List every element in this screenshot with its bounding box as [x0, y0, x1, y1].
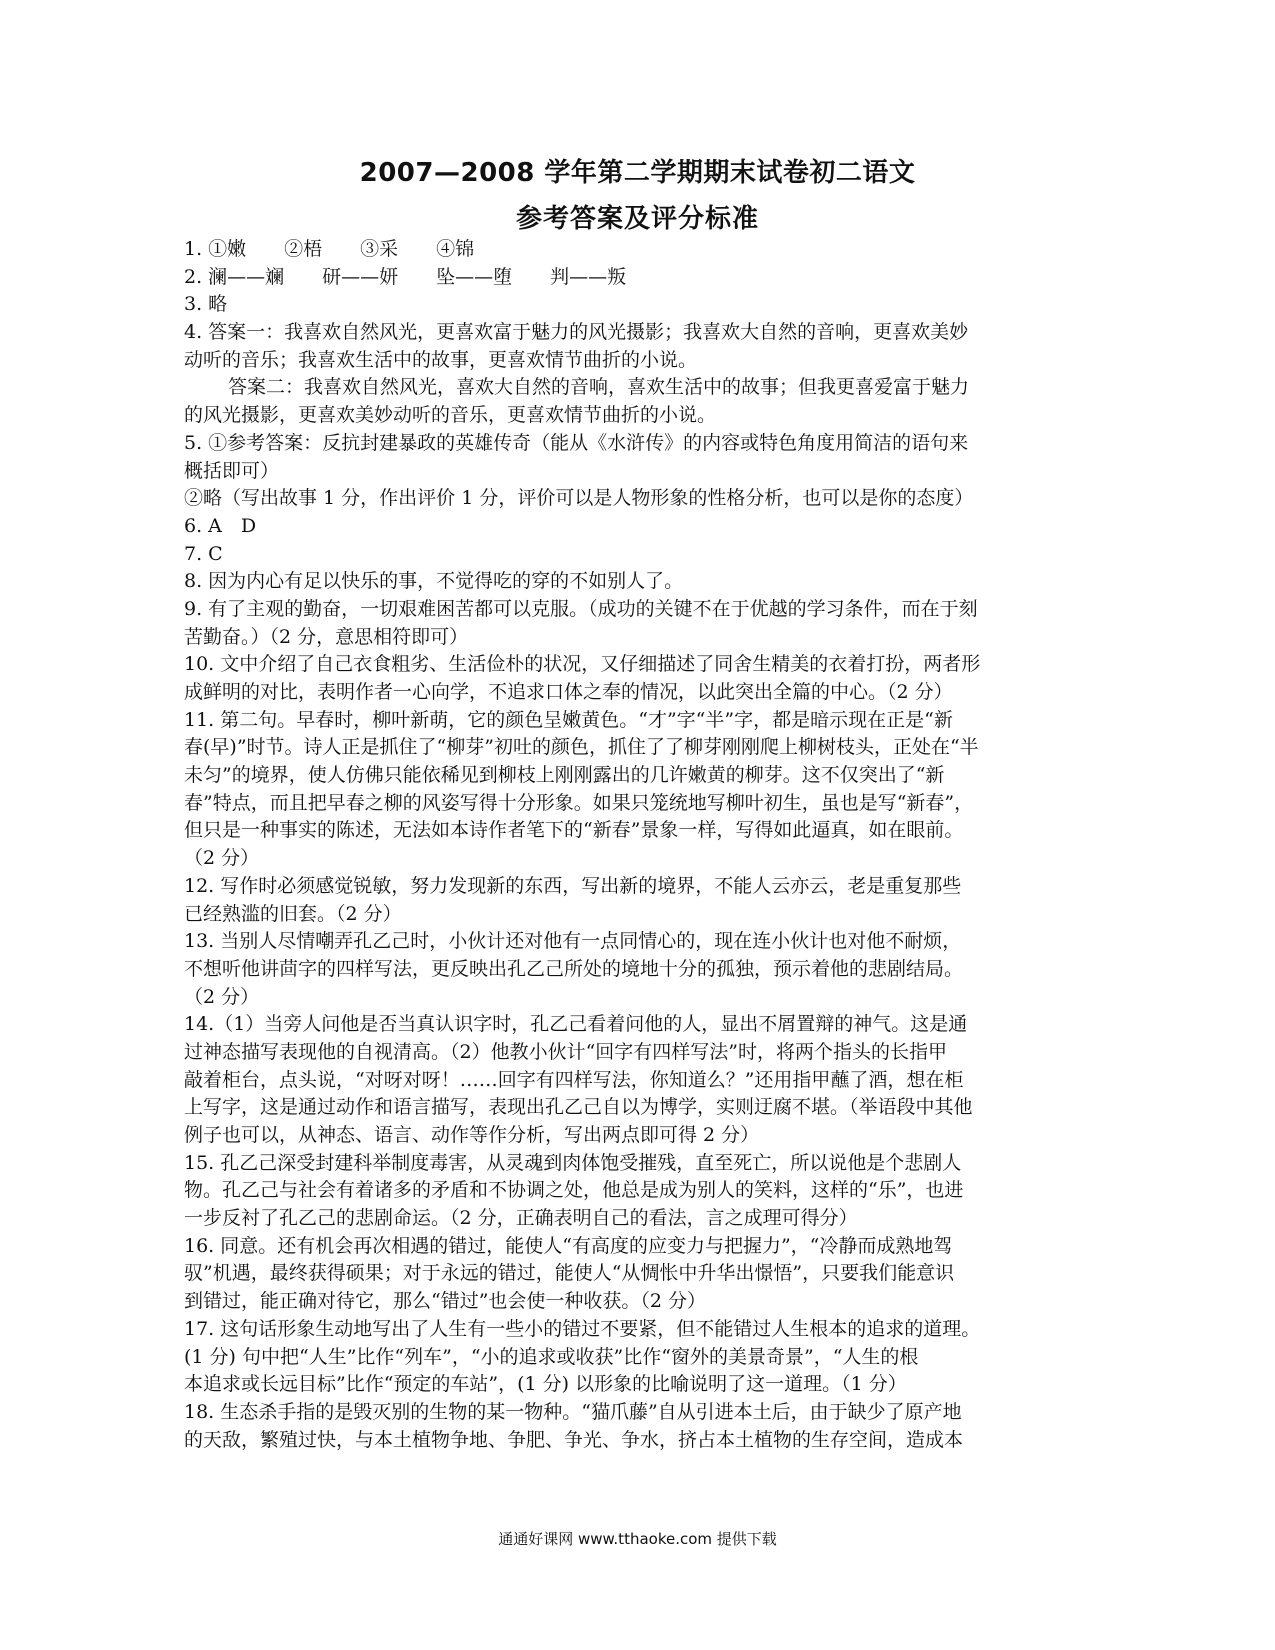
text-line: 成鲜明的对比，表明作者一心向学，不追求口体之奉的情况，以此突出全篇的中心。（2 分）: [184, 681, 953, 703]
text-line: 12. 写作时必须感觉锐敏，努力发现新的东西，写出新的境界，不能人云亦云，老是重复那些: [184, 874, 962, 897]
text-line: 6. A D: [184, 514, 257, 537]
document-title: 2007—2008 学年第二学期期末试卷初二语文: [359, 158, 916, 188]
text-line: 但只是一种事实的陈述，无法如本诗作者笔下的“新春”景象一样，写得如此逼真，如在眼前。: [184, 819, 964, 842]
text-line: 7. C: [184, 542, 223, 565]
text-line: 物。孔乙己与社会有着诸多的矛盾和不协调之处，他总是成为别人的笑料，这样的“乐”，也进: [184, 1179, 964, 1202]
text-line: 10. 文中介绍了自己衣食粗劣、生活俭朴的状况，又仔细描述了同舍生精美的衣着打扮，两者形: [184, 653, 981, 676]
text-line: 未匀”的境界，使人仿佛只能依稀见到柳枝上刚刚露出的几许嫩黄的柳芽。这不仅突出了“新: [184, 764, 945, 787]
text-line: 8. 因为内心有足以快乐的事，不觉得吃的穿的不如别人了。: [184, 570, 684, 593]
text-line: 到错过，能正确对待它，那么“错过”也会使一种收获。（2 分）: [184, 1290, 707, 1313]
text-line: 15. 孔乙己深受封建科举制度毒害，从灵魂到肉体饱受摧残，直至死亡，所以说他是个悲剧人: [184, 1151, 962, 1174]
text-line: ②略（写出故事 1 分，作出评价 1 分，评价可以是人物形象的性格分析，也可以是你的态度）: [184, 487, 974, 510]
text-line: 16. 同意。还有机会再次相遇的错过，能使人“有高度的应变力与把握力”，“冷静而成熟地驾: [184, 1234, 953, 1257]
text-line: 苦勤奋。）（2 分，意思相符即可）: [184, 625, 469, 648]
text-line: 已经熟滥的旧套。（2 分）: [184, 902, 402, 925]
text-line: 4. 答案一：我喜欢自然风光，更喜欢富于魅力的风光摄影；我喜欢大自然的音响，更喜欢美妙: [184, 321, 969, 344]
text-line: 1. ①嫩 ②梧 ③采 ④锦: [184, 238, 475, 260]
answer-body: [184, 236, 1089, 1454]
text-line: 18. 生态杀手指的是毁灭别的生物的某一物种。“猫爪藤”自从引进本土后，由于缺少了原产地: [184, 1400, 962, 1423]
text-line: 5. ①参考答案：反抗封建暴政的英雄传奇（能从《水浒传》的内容或特色角度用简洁的语句来: [184, 431, 969, 454]
page-footer: 通通好课网 www.tthaoke.com 提供下载: [498, 1530, 777, 1548]
text-line: 3. 略: [184, 293, 228, 316]
text-line: 13. 当别人尽情嘲弄孔乙己时，小伙计还对他有一点同情心的，现在连小伙计也对他不耐烦，: [184, 930, 962, 953]
text-line: 的天敌，繁殖过快，与本土植物争地、争肥、争光、争水，挤占本土植物的生存空间，造成本: [184, 1428, 964, 1451]
text-line: 驭”机遇，最终获得硕果；对于永远的错过，能使人“从惆怅中升华出憬悟”，只要我们能意识: [184, 1262, 955, 1285]
text-line: 上写字，这是通过动作和语言描写，表现出孔乙己自以为博学，实则迂腐不堪。（举语段中其他: [184, 1096, 973, 1119]
text-line: （2 分）: [184, 847, 260, 870]
text-line: 概括即可）: [184, 459, 280, 482]
text-line: （2 分）: [184, 985, 260, 1008]
text-line: 春(早)”时节。诗人正是抓住了“柳芽”初吐的颜色，抓住了了柳芽刚刚爬上柳树枝头，正处在“半: [184, 736, 979, 759]
text-line: 本追求或长远目标”比作“预定的车站”，(1 分) 以形象的比喻说明了这一道理。（1 分）: [184, 1373, 907, 1396]
text-line: 例子也可以，从神态、语言、动作等作分析，写出两点即可得 2 分）: [184, 1124, 760, 1146]
text-line: 11. 第二句。早春时，柳叶新萌，它的颜色呈嫩黄色。“才”字“半”字，都是暗示现在正是“新: [184, 708, 953, 731]
text-line: 不想听他讲茴字的四样写法，更反映出孔乙己所处的境地十分的孤独，预示着他的悲剧结局。: [184, 957, 964, 980]
text-line: 17. 这句话形象生动地写出了人生有一些小的错过不要紧，但不能错过人生根本的追求的道理。: [184, 1317, 981, 1340]
text-line: (1 分) 句中把“人生”比作“列车”，“小的追求或收获”比作“窗外的美景奇景”，“人生的根: [184, 1345, 919, 1368]
text-line: 一步反衬了孔乙己的悲剧命运。（2 分，正确表明自己的看法，言之成理可得分）: [184, 1207, 858, 1230]
text-line: 动听的音乐；我喜欢生活中的故事，更喜欢情节曲折的小说。: [184, 348, 698, 371]
text-line: 2. 澜——斓 研——妍 坠——堕 判——叛: [184, 265, 627, 288]
text-line: 过神态描写表现他的自视清高。（2）他教小伙计“回字有四样写法”时，将两个指头的长指甲: [184, 1040, 948, 1063]
text-line: 春”特点，而且把早春之柳的风姿写得十分形象。如果只笼统地写柳叶初生，虽也是写“新春”，: [184, 791, 974, 814]
document-subtitle: 参考答案及评分标准: [515, 204, 759, 234]
text-line: 敲着柜台，点头说，“对呀对呀！……回字有四样写法，你知道么？”还用指甲蘸了酒，想在柜: [184, 1068, 964, 1091]
text-line: 9. 有了主观的勤奋，一切艰难困苦都可以克服。（成功的关键不在于优越的学习条件，而在于刻: [184, 597, 978, 620]
text-line: 14.（1）当旁人问他是否当真认识字时，孔乙己看着问他的人，显出不屑置辩的神气。这是通: [184, 1013, 968, 1036]
text-line: 的风光摄影，更喜欢美妙动听的音乐，更喜欢情节曲折的小说。: [184, 404, 717, 427]
text-line: 答案二：我喜欢自然风光，喜欢大自然的音响，喜欢生活中的故事；但我更喜爱富于魅力: [228, 376, 970, 399]
